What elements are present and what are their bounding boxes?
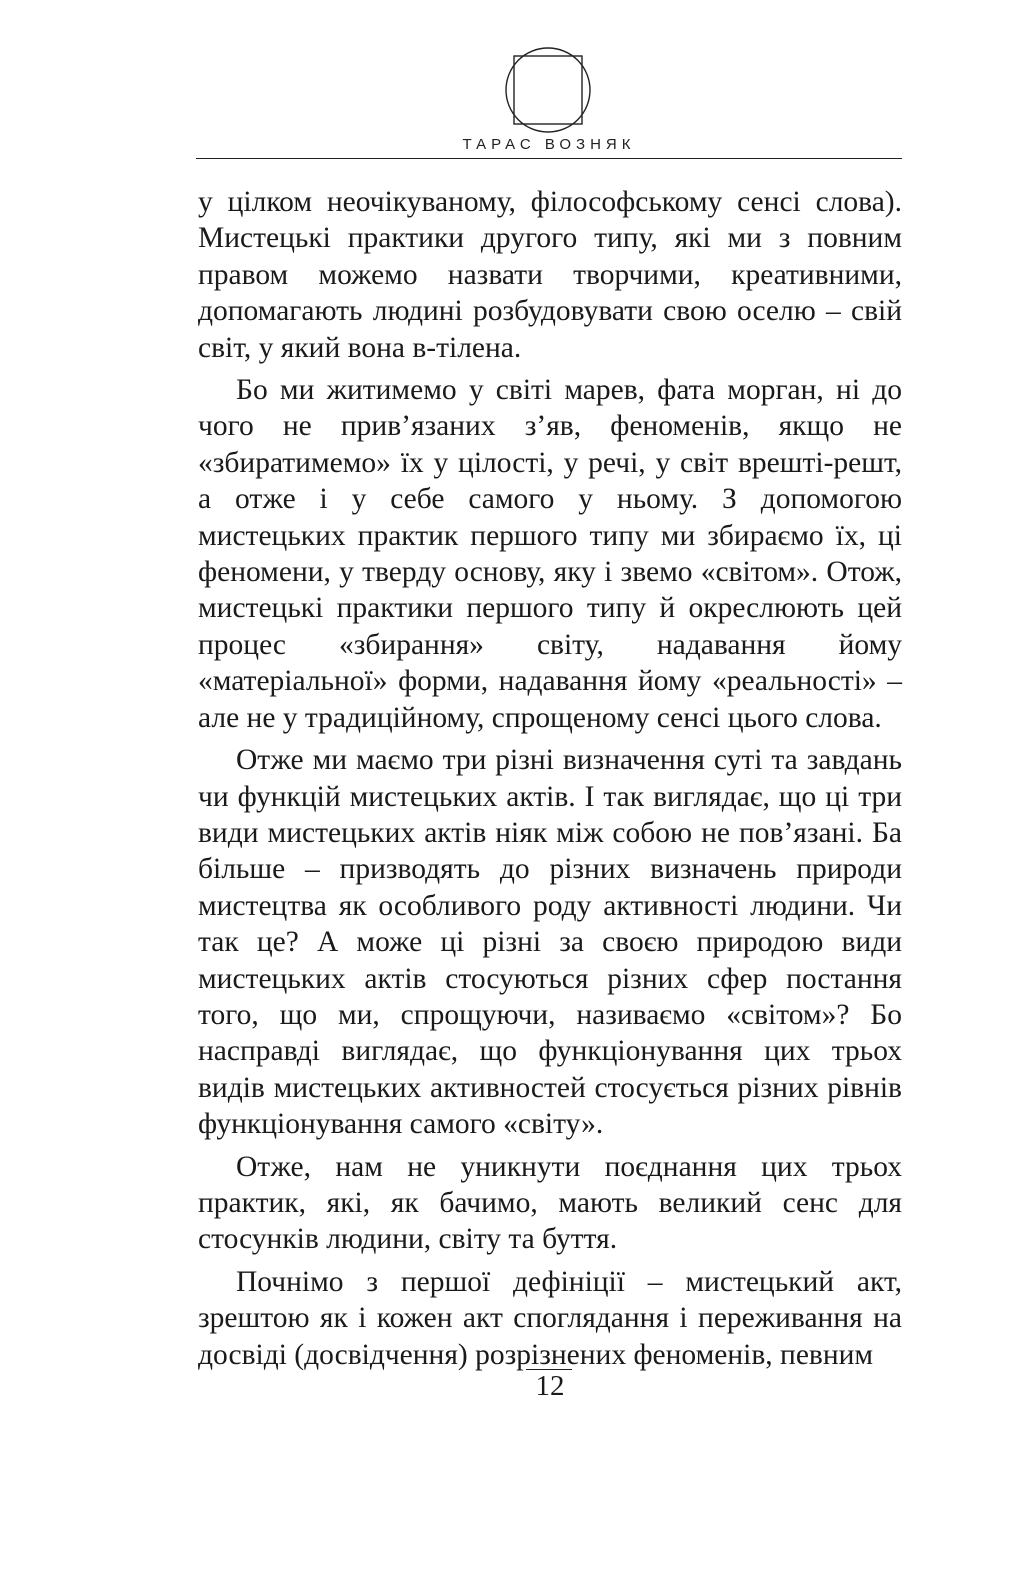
- circle-square-logo-icon: [504, 46, 592, 134]
- paragraph-5: Почнімо з першої дефініції – мистецький акт, зрештою як і кожен акт споглядання і переживання на досвіді (досвідчення) розрізнених феноменів, певним: [198, 1265, 902, 1371]
- header-rule: [196, 158, 902, 159]
- paragraph-2: Бо ми житимемо у світі марев, фата морган, ні до чого не прив’язаних з’яв, феноменів, якщо не «збиратимемо» їх у цілості, у речі, у світ врешті-решт, а отже і у себе самого у ньому. З допомогою мистецьких практик першого типу ми збираємо їх, ці феномени, у тверду основу, яку і звемо «світом». Отож, мистецькі практики першого типу й окреслюють цей процес «збирання» світу, надавання йому «матеріальної» форми, надавання йому «реальності» – але не у традиційному, спрощеному сенсі цього слова.: [198, 374, 902, 734]
- running-header-author: ТАРАС ВОЗНЯК: [462, 136, 636, 153]
- paragraph-3: Отже ми маємо три різні визначення суті та завдань чи функцій мистецьких актів. І так виглядає, що ці три види мистецьких актів ніяк між собою не пов’язані. Ба більше – призводять до різних визначень природи мистецтва як особливого роду активності людини. Чи так це? А може ці різні за своєю природою види мистецьких актів стосуються різних сфер постання того, що ми, спрощуючи, називаємо «світом»? Бо насправді виглядає, що функціонування цих трьох видів мистецьких активностей стосується різних рівнів функціонування самого «світу».: [198, 744, 902, 1141]
- body-text: [198, 184, 902, 1373]
- page-number: 12: [535, 1370, 565, 1402]
- paragraph-1: у цілком неочікуваному, філософському сенсі слова). Мистецькі практики другого типу, які ми з повним правом можемо назвати творчими, креативними, допомагають людині розбудовувати свою оселю – свій світ, у який вона в-тілена.: [198, 186, 902, 364]
- paragraph-4: Отже, нам не уникнути поєднання цих трьох практик, які, як бачимо, мають великий сенс для стосунків людини, світу та буття.: [198, 1150, 902, 1256]
